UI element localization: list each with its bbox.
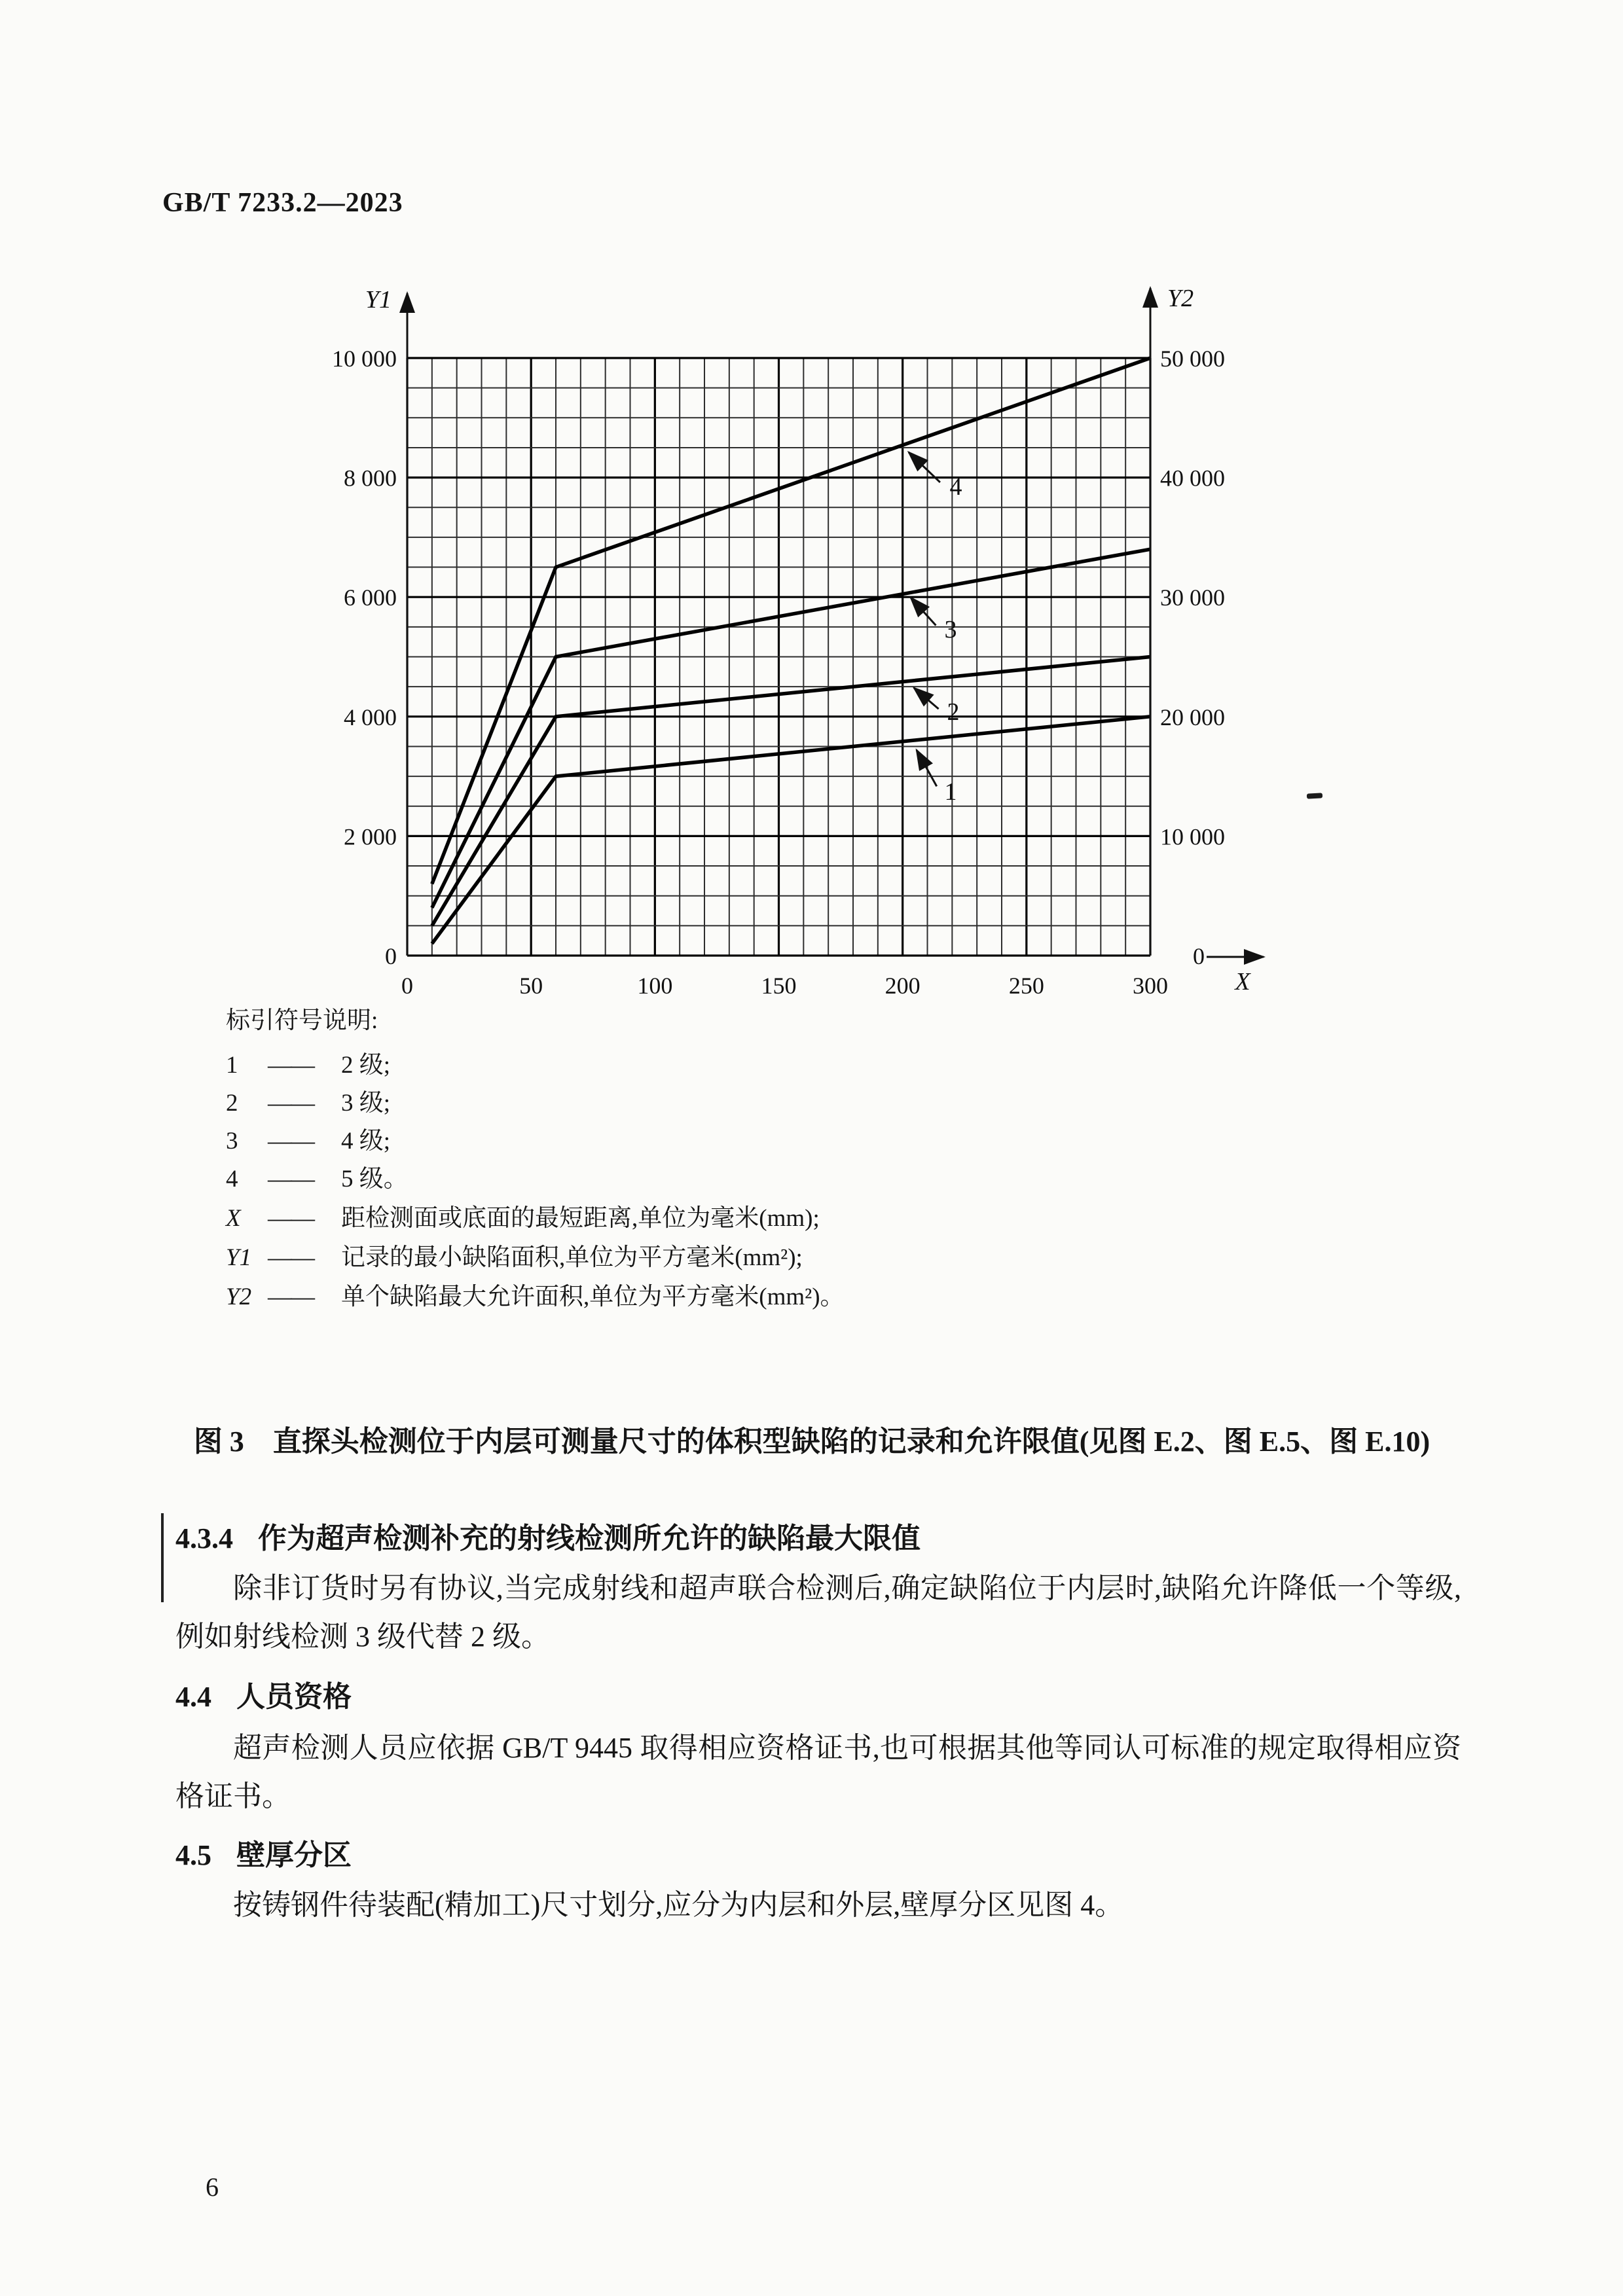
- legend-dash: ——: [268, 1128, 314, 1155]
- svg-text:6 000: 6 000: [344, 584, 397, 611]
- section-body-4-5: 按铸钢件待装配(精加工)尺寸划分,应分为内层和外层,壁厚分区见图 4。: [233, 1889, 1124, 1921]
- legend-text: 3 级;: [341, 1090, 391, 1117]
- svg-text:0: 0: [385, 943, 397, 969]
- legend-text: 距检测面或底面的最短距离,单位为毫米(mm);: [341, 1205, 820, 1232]
- series-line-2: [432, 657, 1150, 926]
- chart-series-lines: [432, 358, 1150, 944]
- legend-symbol: 2: [226, 1090, 238, 1117]
- svg-text:0: 0: [401, 973, 413, 999]
- legend-intro: [226, 1000, 378, 1035]
- legend-intro-text: 标引符号说明:: [226, 1007, 378, 1034]
- section-number: 4.4: [175, 1681, 211, 1713]
- svg-text:40 000: 40 000: [1160, 465, 1225, 492]
- section-heading-4-4: [175, 1673, 352, 1715]
- legend-dash: ——: [268, 1244, 314, 1271]
- legend-text: 记录的最小缺陷面积,单位为平方毫米(mm²);: [341, 1244, 803, 1271]
- legend-item-x: [226, 1198, 820, 1233]
- svg-text:3: 3: [944, 616, 957, 643]
- standard-number: GB/T 7233.2—2023: [162, 188, 403, 218]
- section-body-4-3-4: 除非订货时另有协议,当完成射线和超声联合检测后,确定缺陷位于内层时,缺陷允许降低一个等级,例如射线检测 3 级代替 2 级。: [175, 1572, 1461, 1653]
- svg-text:100: 100: [637, 973, 673, 999]
- section-heading-4-5: [175, 1831, 352, 1873]
- svg-text:200: 200: [884, 973, 921, 999]
- svg-text:4: 4: [949, 473, 962, 501]
- section-body-4-4: 超声检测人员应依据 GB/T 9445 取得相应资格证书,也可根据其他等同认可标准的规定取得相应资格证书。: [175, 1732, 1461, 1812]
- svg-text:300: 300: [1133, 973, 1168, 999]
- legend-item-3: [226, 1121, 390, 1156]
- svg-text:50 000: 50 000: [1160, 346, 1225, 372]
- svg-text:0: 0: [1193, 943, 1205, 969]
- legend-symbol-y1: Y1: [226, 1244, 252, 1271]
- legend-symbol: 4: [226, 1166, 238, 1193]
- svg-text:Y2: Y2: [1167, 285, 1194, 312]
- chart-tick-labels: [332, 346, 1225, 999]
- svg-text:Y1: Y1: [365, 286, 392, 314]
- svg-text:10 000: 10 000: [332, 346, 397, 372]
- svg-text:1: 1: [944, 778, 957, 806]
- svg-text:150: 150: [761, 973, 797, 999]
- chart-grid: [407, 358, 1150, 956]
- legend-text: 单个缺陷最大允许面积,单位为平方毫米(mm²)。: [341, 1283, 845, 1310]
- svg-text:2 000: 2 000: [344, 823, 397, 850]
- section-number: 4.5: [175, 1839, 211, 1871]
- legend-text: 5 级。: [341, 1166, 408, 1193]
- section-number: 4.3.4: [175, 1522, 233, 1554]
- legend-symbol: 1: [226, 1052, 238, 1079]
- legend-item-4: [226, 1158, 408, 1194]
- margin-change-bar: [161, 1513, 164, 1602]
- section-title: 作为超声检测补充的射线检测所允许的缺陷最大限值: [258, 1522, 921, 1554]
- scan-artifact-dash: [1307, 793, 1322, 798]
- legend-text: 2 级;: [341, 1052, 391, 1079]
- svg-text:2: 2: [947, 698, 960, 726]
- svg-text:50: 50: [519, 973, 543, 999]
- legend-item-y2: [226, 1276, 845, 1312]
- svg-text:20 000: 20 000: [1160, 704, 1225, 730]
- svg-text:250: 250: [1008, 973, 1044, 999]
- legend-text: 4 级;: [341, 1128, 391, 1155]
- legend-item-y1: [226, 1237, 803, 1272]
- legend-dash: ——: [268, 1090, 314, 1117]
- svg-text:30 000: 30 000: [1160, 584, 1225, 611]
- svg-text:X: X: [1235, 968, 1250, 996]
- section-title: 人员资格: [236, 1681, 352, 1713]
- svg-text:4 000: 4 000: [344, 704, 397, 730]
- legend-item-2: [226, 1083, 390, 1118]
- svg-text:8 000: 8 000: [344, 465, 397, 492]
- legend-symbol-y2: Y2: [226, 1283, 252, 1310]
- series-line-4: [432, 358, 1150, 884]
- page-number: 6: [206, 2172, 219, 2202]
- legend-dash: ——: [268, 1052, 314, 1079]
- legend-dash: ——: [268, 1283, 314, 1310]
- figure-caption: 图 3 直探头检测位于内层可测量尺寸的体积型缺陷的记录和允许限值(见图 E.2、图 E.5、图 E.10): [193, 1426, 1431, 1458]
- chart-axes: [365, 285, 1264, 996]
- section-title: 壁厚分区: [236, 1839, 352, 1871]
- series-line-3: [432, 549, 1150, 908]
- legend-symbol-x: X: [226, 1205, 241, 1232]
- chart-series-number-labels: [909, 452, 962, 806]
- legend-dash: ——: [268, 1166, 314, 1193]
- section-heading-4-3-4: [175, 1515, 921, 1556]
- legend-dash: ——: [268, 1205, 314, 1232]
- legend-item-1: [226, 1045, 390, 1080]
- svg-text:10 000: 10 000: [1160, 823, 1225, 850]
- series-line-1: [432, 717, 1150, 944]
- legend-symbol: 3: [226, 1128, 238, 1155]
